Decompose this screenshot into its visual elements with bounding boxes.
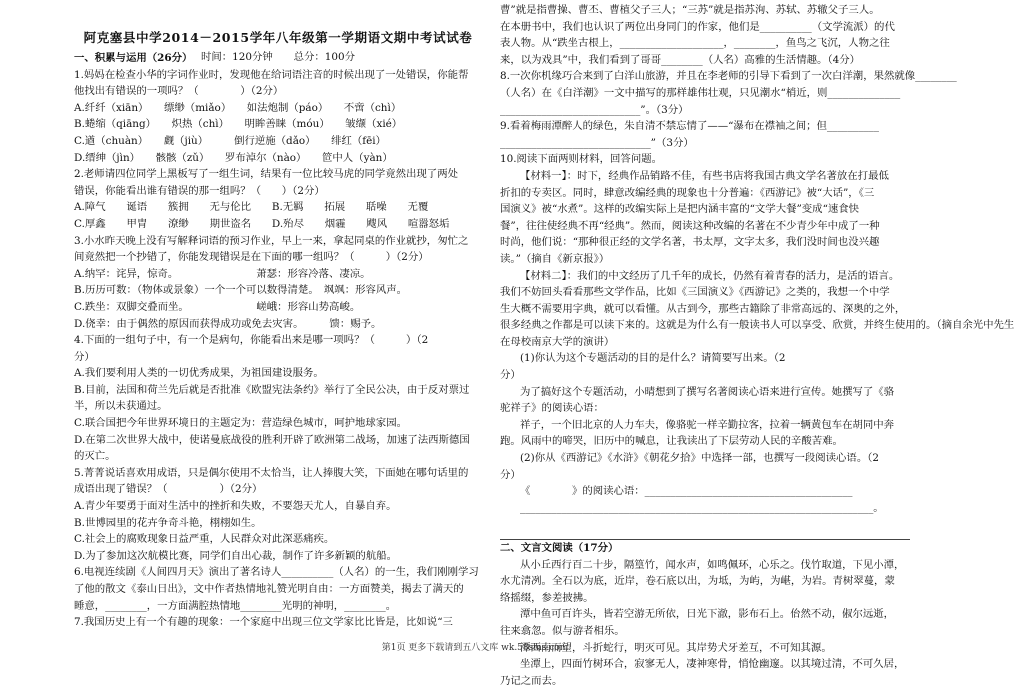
right-column-line: 曹”就是指曹操、曹丕、曹植父子三人；“三苏”就是指苏洵、苏轼、苏辙父子三人。 — [500, 4, 880, 16]
left-column-line: D.为了参加这次航模比赛，同学们自出心裁，制作了许多新颖的航船。 — [74, 549, 397, 562]
left-column-line: C.联合国把今年世界环境日的主题定为：营造绿色城市，呵护地球家园。 — [74, 417, 407, 430]
exam-title: 阿克塞县中学2014－2015学年八年级第一学期语文期中考试试卷 — [83, 30, 473, 45]
left-column-line: D.缙绅（jìn） 骸骸（zǔ） 罗布淖尔（nào） 笸中人（yàn） — [74, 151, 393, 164]
right-column-line: ___________________________”。（3分） — [500, 103, 689, 116]
left-column-line: B.目前，法国和荷兰先后就是否批准《欧盟宪法条约》举行了全民公决，由于反对票过 — [74, 383, 470, 396]
right-column-line: 在母校南京大学的演讲） — [500, 335, 615, 348]
right-column-line: 时尚，他们说：“那种很正经的文学名著，书太厚，文字太多，我们没时间也没兴趣 — [500, 236, 880, 249]
right-column-line: 二、文言文阅读（17分） — [500, 542, 619, 554]
left-column-line: C.遒（chuàn） 觑（jiù） 倒行逆施（dǎo） 绯红（fēi） — [74, 134, 387, 147]
right-column-line: 潭西南而望，斗折蛇行，明灭可见。其岸势犬牙差互，不可知其源。 — [520, 641, 832, 654]
left-column-line: 4.下面的一组句子中，有一个是病句，你能看出来是哪一项吗？（ ）（2 — [74, 334, 429, 347]
left-column-line: 错误，你能看出谁有错误的那一组吗？（ ）（2分） — [74, 184, 325, 197]
right-column-line — [500, 516, 910, 533]
left-column-line: 睡意，________，一方面满腔热情地________光明的神明，________。 — [74, 599, 397, 612]
right-column-line: 往来翕忽。似与游者相乐。 — [500, 624, 625, 637]
right-column-line: 驼祥子》的阅读心语： — [500, 402, 604, 415]
left-column-line: C.厚鑫 甲胄 潦缈 期世盗名 D.殆尽 烟霾 飕风 喧嚣怒垢 — [74, 217, 450, 230]
right-column-line: 读。”（摘自《新京报》） — [500, 252, 610, 265]
right-column-line: 从小丘西行百二十步，隔篁竹，闻水声，如鸣佩环，心乐之。伐竹取道，下见小潭， — [520, 558, 905, 571]
left-column-line: 了他的散文《泰山日出》，文中作者热情地礼赞光明自由：一方面赞美，揭去了满天的 — [74, 583, 464, 595]
right-column-line: 9.看着梅雨潭醉人的绿色，朱自清不禁忘情了——“瀑布在襟袖之间；但__________ — [500, 120, 879, 133]
left-column-line: A.青少年要勇于面对生活中的挫折和失败，不要怨天尤人，自暴自弃。 — [74, 500, 397, 513]
left-column-line: 半，所以未获通过。 — [74, 400, 168, 413]
right-column-line: (2)你从《西游记》《水浒》《朝花夕拾》中选择一部，也撰写一段阅读心语。（2 — [520, 452, 880, 465]
exam-time-info: 时间：120分钟 总分：100分 — [201, 51, 355, 63]
left-column-line: 间竟然把一个抄错了，你能发现错误是在下面的哪一组吗？（ ）（2分） — [74, 251, 429, 264]
left-column-line: C.跌坐：双脚交叠而坐。 嵯峨：形容山势高峻。 — [74, 300, 361, 313]
right-column-line: 在本册书中，我们也认识了两位出身同门的作家，他们是__________（文学流派）的代 — [500, 20, 895, 33]
left-column-line: A.我们要利用人类的一切优秀成果，为祖国建设服务。 — [74, 367, 324, 380]
left-column-line: 6.电视连续剧《人间四月天》演出了著名诗人__________（人名）的一生，我们刚刚学习 — [74, 566, 479, 579]
left-column-line: 成语出现了错误？（ ）（2分） — [74, 483, 263, 496]
left-column-line: 5.菁菁说话喜欢用成语，只是偶尔使用不太恰当，让人捧腹大笑，下面她在哪句话里的 — [74, 466, 469, 479]
left-column-line: 3.小水昨天晚上没有写解释词语的预习作业，早上一来，拿起同桌的作业就抄，匆忙之 — [74, 234, 469, 247]
right-column-line: 来，以为戏具”中，我们看到了哥哥________（人名）高雅的生活情趣。（4分） — [500, 53, 861, 66]
left-column-line: A.纤纤（xiān） 缥缈（miǎo） 如法炮制（páo） 不啻（chì） — [74, 101, 402, 114]
right-column-line: 折扣的专卖区。同时，肆意改编经典的现象也十分普遍：《西游记》被“大话”，《三 — [500, 186, 875, 199]
right-column-line: 坐潭上，四面竹树环合，寂寥无人，凄神寒骨，悄怆幽邃。以其境过清，不可久居， — [520, 658, 905, 671]
left-column-line: B.世博园里的花卉争奇斗艳，栩栩如生。 — [74, 516, 262, 529]
left-column-line: 分） — [74, 350, 95, 363]
right-column-line: 水尤清冽。全石以为底，近岸，卷石底以出，为坻，为屿，为嵁，为岩。青树翠蔓，蒙 — [500, 575, 895, 588]
left-column-line: 他找出有错误的一项吗？（ ）（2分） — [74, 85, 284, 98]
right-column-line: 8.一次你机缘巧合来到了白洋山旅游，并且在李老师的引导下看到了一次白洋潮，果然就像________ — [500, 70, 957, 83]
left-column-line: 2.老师请四位同学上黑板写了一组生词，结果有一位比较马虎的同学竟然出现了两处 — [74, 168, 458, 181]
left-column-line: 7.我国历史上有一个有趣的现象：一个家庭中出现三位文学家比比皆是，比如说“三 — [74, 616, 453, 629]
right-column-line: 祥子，一个旧北京的人力车夫，像骆驼一样辛勤拉客，拉着一辆黄包车在胡同中奔 — [520, 418, 895, 431]
left-column-line: B.蜷缩（qiāng） 炽热（chì） 明眸善睐（móu） 皱缬（xié） — [74, 118, 403, 131]
right-column-line: 我们不妨回头看看那些文学作品，比如《三国演义》《西游记》之类的，我想一个中学 — [500, 286, 890, 299]
right-column-line: 【材料一】：时下，经典作品销路不佳，有些书店将我国古典文学名著放在打最低 — [520, 169, 889, 182]
right-column-line: 为了搞好这个专题活动，小晴想到了撰写名著阅读心语来进行宣传。她撰写了《骆 — [520, 385, 895, 398]
left-column-line: D.侥幸：由于偶然的原因而获得成功或免去灾害。 馈：赐予。 — [74, 317, 382, 330]
right-column-line: 分） — [500, 468, 521, 481]
right-column-line: 分） — [500, 369, 521, 382]
page-footer: 第1页 更多下载请到五八文库 wk.58sms.com — [381, 643, 569, 653]
right-column-line: 潭中鱼可百许头，皆若空游无所依，日光下澈，影布石上。佁然不动，俶尔远逝， — [520, 608, 895, 621]
left-column-line: C.社会上的腐败现象日益严重，人民群众对此深恶痛疾。 — [74, 533, 335, 546]
right-column-line: 国演义》被“水煮”。这样的改编实际上是把内涵丰富的“文学大餐”变成“速食快 — [500, 203, 860, 216]
left-column-line: A.纳罕：诧异，惊奇。 萧瑟：形容冷落、凄凉。 — [74, 267, 371, 280]
left-column-line: 一、积累与运用（26分） — [74, 52, 193, 64]
right-column-line: （人名）在《白洋潮》一文中描写的那样雄伟壮观，只见潮水“梢近，则______________ — [500, 86, 901, 99]
left-column — [74, 50, 482, 631]
right-column — [500, 2, 1014, 689]
left-column-line: D.在第二次世界大战中，使诺曼底战役的胜利开辟了欧洲第二战场，加速了法西斯德国 — [74, 433, 470, 446]
right-column-line: 表人物。从“跌坐古根上，____________________，________，鱼鸟之飞沉，人物之往 — [500, 37, 890, 50]
right-column-line: 【材料二】：我们的中文经历了几千年的成长，仍然有着青春的活力，是活的语言。 — [520, 269, 900, 282]
right-column-line: _____________________________”（3分） — [500, 136, 694, 149]
right-column-line: 10.阅读下面两则材料，回答问题。 — [500, 153, 662, 166]
left-column-line: 1.妈妈在检查小华的字词作业时，发现他在给词语注音的时候出现了一处错误，你能帮 — [74, 68, 469, 81]
left-column-line: A.障气 诞语 簇拥 无与伦比 B.无羁 拓展 聒噪 无覆 — [74, 201, 429, 214]
right-column-line: 生大概不需要用字典，就可以看懂。从古到今，那些古籍除了非常高远的、深奥的之外， — [500, 302, 906, 315]
right-column-line: 络摇缀，参差披拂。 — [500, 591, 594, 604]
right-column-line: 乃记之而去。 — [500, 674, 563, 687]
left-column-line: B.历历可数：（物体或景象）一个一个可以数得清楚。 飒飒：形容风声。 — [74, 284, 408, 297]
right-column-line: (1)你认为这个专题活动的目的是什么？请简要写出来。（2 — [520, 352, 786, 365]
right-column-line: 跑。风雨中的啼哭，旧历中的喊息，让我读出了下层劳动人民的辛酸苦难。 — [500, 435, 843, 448]
right-column-line: ____________________________________________________________________。 — [520, 501, 884, 514]
right-column-line: 餐”，往往使经典不再“经典”。然而，阅读这种改编的名著在不少青少年中成了一种 — [500, 219, 880, 232]
right-column-line: 很多经典之作都是可以读下来的。这就是为什么有一般读书人可以享受、欣赏，并终生使用的。（摘自余光中先生 — [500, 319, 1014, 332]
left-column-line: 的灭亡。 — [74, 450, 116, 463]
right-column-line: 《 》的阅读心语：________________________________________ — [520, 485, 853, 498]
